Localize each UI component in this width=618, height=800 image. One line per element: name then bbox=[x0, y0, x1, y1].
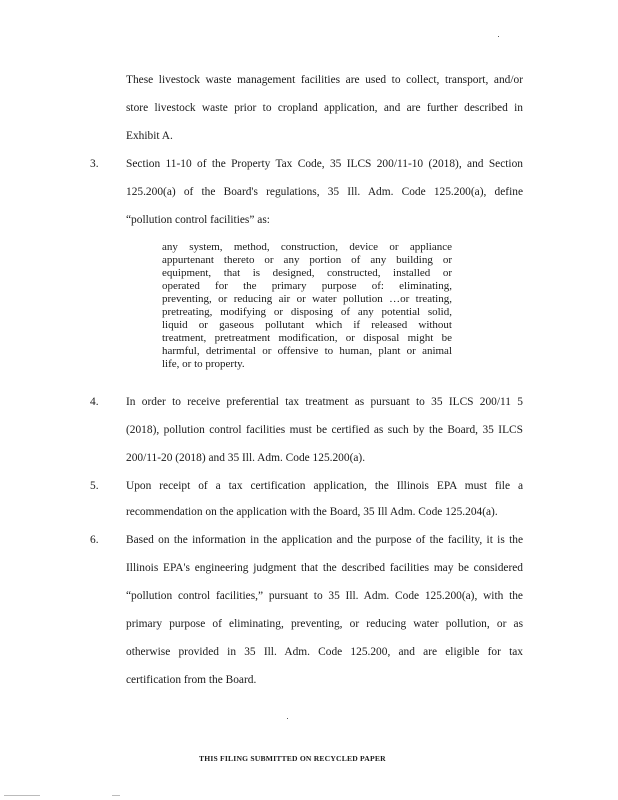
continuation-line-1: These livestock waste management facilities are used to collect, transport, and/or bbox=[126, 74, 523, 86]
quote-line-9: harmful, detrimental or offensive to human, plant or animal bbox=[162, 345, 452, 357]
recycled-paper-footer: THIS FILING SUBMITTED ON RECYCLED PAPER bbox=[199, 754, 386, 763]
quote-line-6: pretreating, modifying or disposing of any potential solid, bbox=[162, 306, 452, 318]
quote-line-8: treatment, pretreatment modification, or disposal might be bbox=[162, 332, 452, 344]
paragraph-4-line-2: (2018), pollution control facilities must be certified as such by the Board, 35 ILCS bbox=[126, 424, 523, 436]
scan-speck-middle bbox=[287, 718, 288, 719]
paragraph-5-line-1: Upon receipt of a tax certification application, the Illinois EPA must file a bbox=[126, 480, 523, 492]
paragraph-6-line-5: otherwise provided in 35 Ill. Adm. Code 125.200, and are eligible for tax bbox=[126, 646, 523, 658]
paragraph-5-line-2: recommendation on the application with the Board, 35 Ill Adm. Code 125.204(a). bbox=[126, 506, 498, 518]
quote-line-10: life, or to property. bbox=[162, 358, 245, 370]
paragraph-3-line-1: Section 11-10 of the Property Tax Code, 35 ILCS 200/11-10 (2018), and Section bbox=[126, 158, 523, 170]
paragraph-6-number: 6. bbox=[90, 534, 99, 546]
paragraph-5-number: 5. bbox=[90, 480, 99, 492]
quote-line-7: liquid or gaseous pollutant which if released without bbox=[162, 319, 452, 331]
paragraph-3-line-2: 125.200(a) of the Board's regulations, 35 Ill. Adm. Code 125.200(a), define bbox=[126, 186, 523, 198]
paragraph-6-line-6: certification from the Board. bbox=[126, 674, 257, 686]
scan-speck-bottom-left bbox=[4, 795, 40, 796]
quote-line-2: appurtenant thereto or any portion of any building or bbox=[162, 254, 452, 266]
paragraph-3-number: 3. bbox=[90, 158, 99, 170]
paragraph-6-line-3: “pollution control facilities,” pursuant to 35 Ill. Adm. Code 125.200(a), with the bbox=[126, 590, 523, 602]
scan-speck-bottom bbox=[112, 795, 120, 796]
quote-line-5: preventing, or reducing air or water pollution …or treating, bbox=[162, 293, 452, 305]
paragraph-4-number: 4. bbox=[90, 396, 99, 408]
paragraph-4-line-1: In order to receive preferential tax treatment as pursuant to 35 ILCS 200/11 5 bbox=[126, 396, 523, 408]
paragraph-6-line-1: Based on the information in the application and the purpose of the facility, it is the bbox=[126, 534, 523, 546]
quote-line-4: operated for the primary purpose of: eliminating, bbox=[162, 280, 452, 292]
paragraph-6-line-4: primary purpose of eliminating, preventing, or reducing water pollution, or as bbox=[126, 618, 523, 630]
continuation-line-2: store livestock waste prior to cropland application, and are further described in bbox=[126, 102, 523, 114]
paragraph-4-line-3: 200/11-20 (2018) and 35 Ill. Adm. Code 125.200(a). bbox=[126, 452, 366, 464]
quote-line-3: equipment, that is designed, constructed, installed or bbox=[162, 267, 452, 279]
paragraph-3-line-3: “pollution control facilities” as: bbox=[126, 214, 270, 226]
paragraph-6-line-2: Illinois EPA's engineering judgment that the described facilities may be considered bbox=[126, 562, 523, 574]
continuation-line-3: Exhibit A. bbox=[126, 130, 173, 142]
quote-line-1: any system, method, construction, device or appliance bbox=[162, 241, 452, 253]
scan-speck-top bbox=[498, 36, 499, 37]
